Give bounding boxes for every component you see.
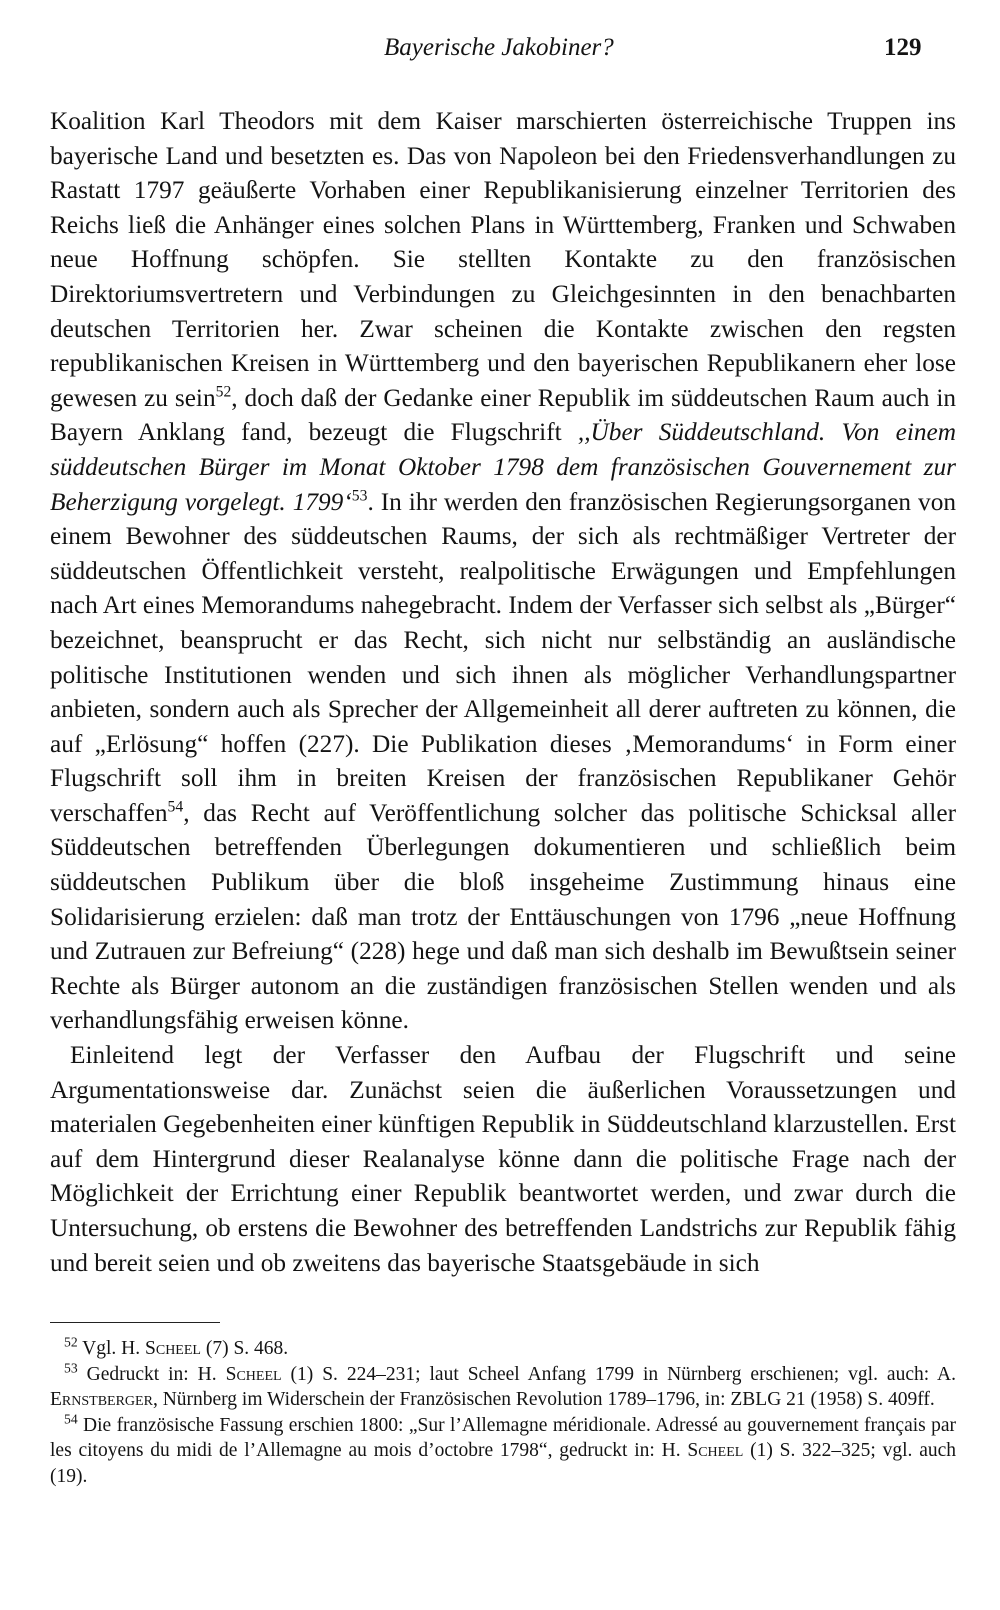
running-title: Bayerische Jakobiner? (384, 34, 614, 61)
running-header (0, 34, 1000, 68)
paragraph-1 (50, 104, 956, 1038)
footnote-text: Gedruckt in: H. (86, 1363, 226, 1385)
page-number: 129 (884, 34, 922, 61)
paragraph-2: Einleitend legt der Verfasser den Aufbau der Flugschrift und seine Argumentationsweise dar. Zunächst seien die äußerlichen Voraussetzungen und materialen Gegebenheiten einer künftigen Republik in Süddeutschland klarzustellen. Erst auf dem Hintergrund dieser Realanalyse könne dann die politische Frage nach der Möglichkeit der Errichtung einer Republik beantwortet werden, und zwar durch die Untersuchung, ob erstens die Bewohner des betreffenden Landstrichs zur Republik fähig und bereit seien und ob zweitens das bayerische Staatsgebäude in sich (50, 1041, 956, 1277)
footnote-text: Die französische Fassung erschien 1800: „Sur l’Allemagne méridionale. Adressé au gouvernement français par les citoyens du midi de l’Allemagne au mois d’octobre 1798“, gedruckt in: H. (50, 1414, 957, 1461)
footnote-53 (50, 1362, 956, 1413)
footnote-number: 53 (64, 1360, 78, 1375)
text-segment: , das Recht auf Veröffentlichung solcher das politische Schicksal aller Süddeutschen betreffenden Überlegungen dokumentieren und schließlich beim süddeutschen Publikum über die bloß insgeheime Zustimmung hinaus eine Solidarisierung erzielen: daß man trotz der Enttäuschungen von 1796 „neue Hoffnung und Zutrauen zur Befreiung“ (228) hege und daß man sich deshalb im Bewußtsein seiner Rechte als Bürger autonom an die zuständigen französischen Stellen wenden und als verhandlungsfähig erweisen könne. (50, 798, 956, 1035)
text-segment: , doch daß der Gedanke einer Republik im süddeutschen Raum auch in Bayern Anklang fand, bezeugt die Flugschrift (50, 383, 956, 447)
footnote-number: 52 (64, 1334, 78, 1350)
footnote-text: (1) S. 224–231; laut Scheel Anfang 1799 in Nürnberg erschienen; vgl. auch: A. (281, 1363, 956, 1385)
author-name: Scheel (145, 1338, 201, 1359)
footnote-text: (7) S. 468. (200, 1338, 289, 1359)
footnote-52 (50, 1336, 956, 1362)
text-segment: . In ihr werden den französischen Regierungsorganen von einem Bewohner des süddeutschen Raums, der sich als rechtmäßiger Vertreter der süddeutschen Öffentlichkeit versteht, realpolitische Erwägungen und Empfehlungen nach Art eines Memorandums nahegebracht. Indem der Verfasser sich selbst als „Bürger“ bezeichnet, beansprucht er das Recht, sich nicht nur selbständig an ausländische politische Institutionen wenden und sich ihnen als möglicher Verhandlungspartner anbieten, sondern auch als Sprecher der Allgemeinheit all derer auftreten zu können, die auf „Erlösung“ hoffen (227). Die Publikation dieses ‚Memorandums‘ in Form einer Flugschrift soll ihm in breiten Kreisen der französischen Republikaner Gehör verschaffen (50, 487, 956, 827)
author-name: Scheel (225, 1363, 282, 1385)
text-segment: Koalition Karl Theodors mit dem Kaiser marschierten österreichische Truppen ins bayerische Land und besetzten es. Das von Napoleon bei den Friedensverhandlungen zu Rastatt 1797 geäußerte Vorhaben einer Republikanisierung einzelner Territorien des Reichs ließ die Anhänger eines solchen Plans in Württemberg, Franken und Schwaben neue Hoffnung schöpfen. Sie stellten Kontakte zu den französischen Direktoriumsvertretern und Verbindungen zu Gleichgesinnten in den benachbarten deutschen Territorien her. Zwar scheinen die Kontakte zwischen den regsten republikanischen Kreisen in Württemberg und den bayerischen Republikanern eher lose gewesen zu sein (50, 107, 956, 412)
footnote-number: 54 (64, 1411, 78, 1426)
footnote-text: , Nürnberg im Widerschein der Französischen Revolution 1789–1796, in: ZBLG 21 (1958) S. 409ff. (152, 1389, 935, 1410)
pamphlet-title: ,,Über Süddeutschland. Von einem süddeutschen Bürger im Monat Oktober 1798 dem französischen Gouvernement zur Beherzigung vorgelegt. 1799‘ (50, 418, 956, 516)
author-name: Ernstberger (50, 1389, 153, 1410)
footnote-separator (50, 1322, 220, 1323)
author-name: Scheel (687, 1440, 744, 1461)
footnote-ref-54: 54 (167, 798, 184, 816)
footnotes (50, 1336, 956, 1489)
footnote-ref-53: 53 (351, 487, 368, 505)
main-text (50, 104, 956, 1280)
footnote-text: (1) S. 322–325; vgl. auch (19). (50, 1440, 957, 1487)
footnote-text: Vgl. H. (82, 1338, 146, 1359)
footnote-ref-52: 52 (215, 383, 232, 401)
footnote-54 (50, 1413, 956, 1490)
